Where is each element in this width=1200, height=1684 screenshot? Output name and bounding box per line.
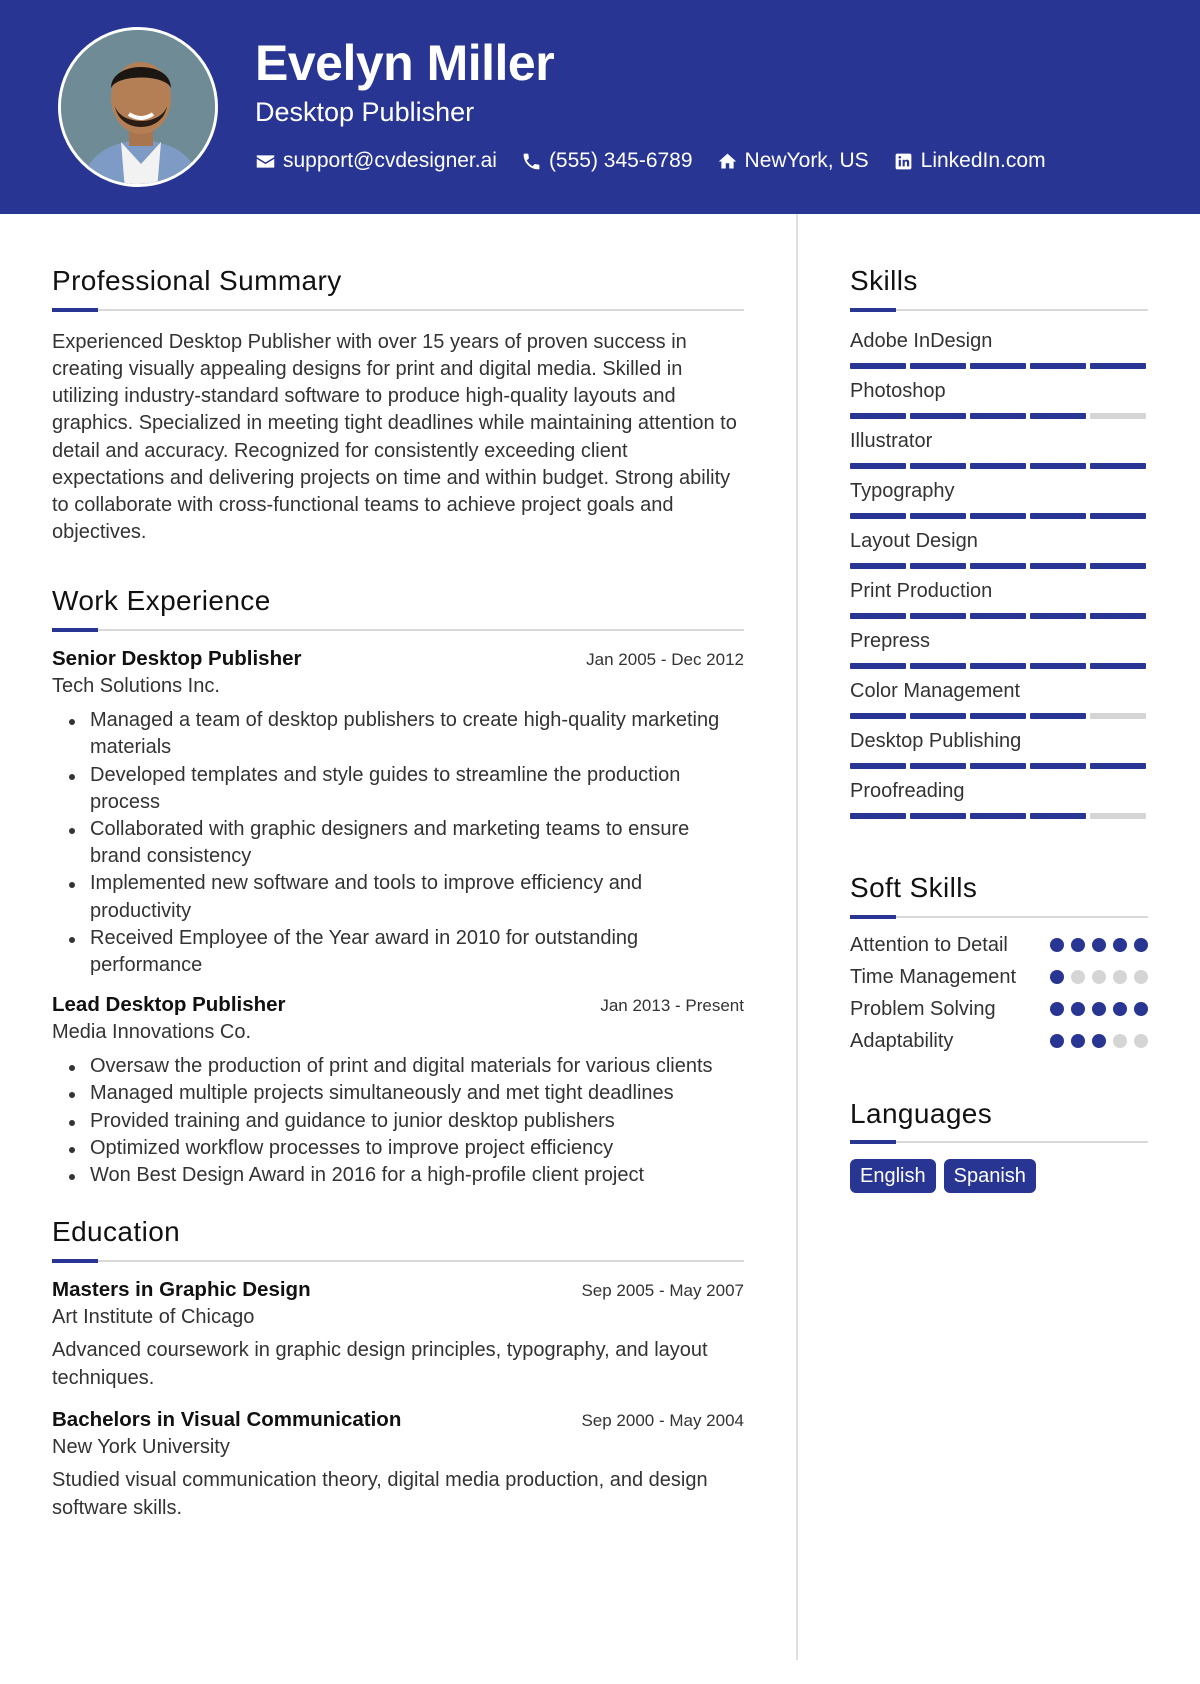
rating-dot — [1071, 1002, 1085, 1016]
job-entry — [52, 645, 744, 979]
skill-level-segment — [1030, 713, 1086, 719]
skill-level-segment — [850, 713, 906, 719]
soft-skill-name: Attention to Detail — [850, 933, 1008, 956]
skill-level-bars — [850, 713, 1148, 719]
bullet-item: Managed multiple projects simultaneously and met tight deadlines — [52, 1080, 744, 1107]
bullet-item: Optimized workflow processes to improve project efficiency — [52, 1135, 744, 1162]
skill-level-bars — [850, 663, 1148, 669]
skill-level-bars — [850, 463, 1148, 469]
skill-level-segment — [970, 813, 1026, 819]
bullet-item: Developed templates and style guides to streamline the production process — [52, 762, 744, 816]
skills-section — [850, 266, 1148, 827]
email-text: support@cvdesigner.ai — [283, 149, 497, 172]
section-heading: Soft Skills — [850, 871, 978, 903]
skill-level-segment — [970, 713, 1026, 719]
skill-item — [850, 677, 1148, 727]
soft-skill-rating — [1050, 1034, 1148, 1048]
skill-level-segment — [1090, 563, 1146, 569]
skill-level-segment — [910, 563, 966, 569]
skill-name: Proofreading — [850, 779, 965, 802]
main-column — [52, 266, 744, 1534]
skill-level-bars — [850, 363, 1148, 369]
skill-name: Illustrator — [850, 429, 933, 452]
section-heading: Skills — [850, 265, 918, 296]
rating-dot — [1071, 970, 1085, 984]
soft-skills-section — [850, 873, 1148, 1055]
profile-photo-icon — [61, 30, 218, 187]
skill-level-segment — [1030, 463, 1086, 469]
job-dates: Jan 2005 - Dec 2012 — [586, 650, 744, 670]
skill-item — [850, 477, 1148, 527]
bullet-item: Collaborated with graphic designers and marketing teams to ensure brand consistency — [52, 816, 744, 870]
skill-level-segment — [850, 563, 906, 569]
contact-phone[interactable] — [521, 146, 693, 176]
skill-level-segment — [910, 763, 966, 769]
avatar — [58, 27, 218, 187]
skill-name: Print Production — [850, 579, 993, 602]
skill-level-bars — [850, 413, 1148, 419]
skill-name: Typography — [850, 479, 955, 502]
skill-level-segment — [850, 363, 906, 369]
contact-list — [255, 146, 1046, 176]
rating-dot — [1071, 1034, 1085, 1048]
skill-level-segment — [970, 613, 1026, 619]
rating-dot — [1050, 1034, 1064, 1048]
skill-item — [850, 377, 1148, 427]
sidebar-column — [850, 266, 1148, 1193]
skill-level-segment — [850, 413, 906, 419]
section-heading: Languages — [850, 1097, 993, 1129]
skill-level-segment — [1090, 513, 1146, 519]
skill-level-segment — [1090, 663, 1146, 669]
education-dates: Sep 2000 - May 2004 — [581, 1411, 744, 1431]
phone-icon — [521, 151, 542, 172]
languages-section — [850, 1099, 1148, 1194]
rating-dot — [1113, 1034, 1127, 1048]
experience-section — [52, 586, 744, 1189]
skill-level-segment — [1030, 413, 1086, 419]
soft-skills-list — [850, 932, 1148, 1055]
contact-linkedin[interactable] — [893, 146, 1046, 176]
linkedin-icon — [893, 151, 914, 172]
skill-level-segment — [910, 513, 966, 519]
skill-level-segment — [970, 513, 1026, 519]
section-heading: Education — [52, 1216, 181, 1248]
skill-level-segment — [850, 763, 906, 769]
contact-location — [717, 146, 869, 176]
education-dates: Sep 2005 - May 2007 — [581, 1281, 744, 1301]
job-entry — [52, 991, 744, 1189]
skill-level-segment — [1090, 763, 1146, 769]
rating-dot — [1092, 1002, 1106, 1016]
soft-skill-rating — [1050, 970, 1148, 984]
rating-dot — [1092, 970, 1106, 984]
rating-dot — [1134, 1034, 1148, 1048]
skill-level-bars — [850, 613, 1148, 619]
section-heading: Professional Summary — [52, 265, 342, 296]
skill-item — [850, 427, 1148, 477]
degree-title: Bachelors in Visual Communication — [52, 1408, 402, 1432]
skill-level-segment — [1030, 563, 1086, 569]
job-dates: Jan 2013 - Present — [600, 996, 744, 1016]
skill-level-bars — [850, 563, 1148, 569]
rating-dot — [1050, 1002, 1064, 1016]
rating-dot — [1113, 970, 1127, 984]
skill-level-segment — [850, 663, 906, 669]
skill-level-segment — [910, 663, 966, 669]
soft-skill-item — [850, 996, 1148, 1023]
contact-email[interactable] — [255, 146, 497, 176]
rating-dot — [1134, 938, 1148, 952]
skill-item — [850, 577, 1148, 627]
skill-level-segment — [910, 713, 966, 719]
linkedin-text: LinkedIn.com — [920, 149, 1046, 172]
degree-title: Masters in Graphic Design — [52, 1278, 311, 1302]
candidate-title: Desktop Publisher — [255, 97, 475, 127]
skill-level-segment — [1090, 413, 1146, 419]
language-tag: English — [850, 1159, 936, 1193]
skill-level-bars — [850, 513, 1148, 519]
skill-item — [850, 627, 1148, 677]
job-company: Media Innovations Co. — [52, 1021, 252, 1044]
bullet-item: Oversaw the production of print and digital materials for various clients — [52, 1053, 744, 1080]
soft-skill-item — [850, 932, 1148, 959]
job-bullets — [52, 1053, 744, 1189]
skill-level-segment — [970, 663, 1026, 669]
bullet-item: Received Employee of the Year award in 2010 for outstanding performance — [52, 925, 744, 979]
rating-dot — [1113, 938, 1127, 952]
rating-dot — [1092, 1034, 1106, 1048]
location-text: NewYork, US — [744, 149, 869, 172]
skill-level-segment — [910, 413, 966, 419]
skill-level-segment — [850, 463, 906, 469]
skill-level-bars — [850, 813, 1148, 819]
languages-list — [850, 1159, 1148, 1193]
rating-dot — [1050, 938, 1064, 952]
section-heading: Work Experience — [52, 585, 271, 617]
skill-level-segment — [1030, 363, 1086, 369]
skill-level-segment — [970, 413, 1026, 419]
skill-name: Photoshop — [850, 379, 946, 402]
job-company: Tech Solutions Inc. — [52, 675, 220, 698]
soft-skill-item — [850, 1028, 1148, 1055]
soft-skill-rating — [1050, 938, 1148, 952]
school-name: Art Institute of Chicago — [52, 1306, 255, 1329]
skill-level-bars — [850, 763, 1148, 769]
skill-level-segment — [850, 513, 906, 519]
section-rule — [52, 1260, 744, 1262]
summary-text: Experienced Desktop Publisher with over 15 years of proven success in creating visually appealing designs for print and digital media. Skilled in utilizing industry-standard software to produce high-quality layouts and graphics. Specialized in meeting tight deadlines while maintaining attention to detail and accuracy. Recognized for consistently exceeding client expectations and delivering projects on time and within budget. Strong ability to collaborate with cross-functional teams to achieve project goals and objectives. — [52, 330, 737, 544]
skill-level-segment — [1030, 513, 1086, 519]
skill-name: Color Management — [850, 679, 1021, 702]
candidate-name: Evelyn Miller — [255, 35, 555, 91]
education-entry — [52, 1406, 744, 1522]
skill-name: Desktop Publishing — [850, 729, 1022, 752]
rating-dot — [1092, 938, 1106, 952]
bullet-item: Implemented new software and tools to improve efficiency and productivity — [52, 870, 744, 924]
education-description: Advanced coursework in graphic design principles, typography, and layout techniques. — [52, 1339, 708, 1390]
skill-level-segment — [910, 363, 966, 369]
soft-skill-name: Adaptability — [850, 1029, 954, 1052]
job-title: Senior Desktop Publisher — [52, 647, 302, 671]
skill-item — [850, 777, 1148, 827]
skill-level-segment — [970, 763, 1026, 769]
skill-level-segment — [1090, 713, 1146, 719]
skill-level-segment — [1030, 763, 1086, 769]
skill-name: Adobe InDesign — [850, 329, 993, 352]
soft-skill-name: Time Management — [850, 965, 1016, 988]
skill-level-segment — [910, 463, 966, 469]
skills-list — [850, 327, 1148, 827]
job-bullets — [52, 707, 744, 979]
skill-level-segment — [1090, 363, 1146, 369]
skill-level-segment — [970, 363, 1026, 369]
skill-level-segment — [1090, 613, 1146, 619]
bullet-item: Provided training and guidance to junior desktop publishers — [52, 1108, 744, 1135]
skill-level-segment — [1090, 813, 1146, 819]
skill-item — [850, 727, 1148, 777]
soft-skill-name: Problem Solving — [850, 997, 996, 1020]
skill-level-segment — [910, 813, 966, 819]
skill-level-segment — [970, 463, 1026, 469]
section-rule — [52, 309, 744, 311]
rating-dot — [1134, 1002, 1148, 1016]
resume-header — [0, 0, 1200, 214]
education-entry — [52, 1276, 744, 1392]
skill-level-segment — [910, 613, 966, 619]
skill-item — [850, 527, 1148, 577]
skill-level-segment — [1030, 663, 1086, 669]
rating-dot — [1071, 938, 1085, 952]
skill-level-segment — [1090, 463, 1146, 469]
school-name: New York University — [52, 1436, 230, 1459]
section-rule — [850, 916, 1148, 918]
envelope-icon — [255, 151, 276, 172]
education-section — [52, 1217, 744, 1522]
job-title: Lead Desktop Publisher — [52, 993, 286, 1017]
skill-level-segment — [850, 813, 906, 819]
skill-level-segment — [850, 613, 906, 619]
language-tag: Spanish — [944, 1159, 1036, 1193]
rating-dot — [1050, 970, 1064, 984]
bullet-item: Won Best Design Award in 2016 for a high-profile client project — [52, 1162, 744, 1189]
skill-name: Prepress — [850, 629, 931, 652]
bullet-item: Managed a team of desktop publishers to create high-quality marketing materials — [52, 707, 744, 761]
summary-section — [52, 266, 744, 546]
rating-dot — [1113, 1002, 1127, 1016]
rating-dot — [1134, 970, 1148, 984]
column-divider — [796, 214, 798, 1660]
section-rule — [850, 309, 1148, 311]
skill-level-segment — [1030, 613, 1086, 619]
skill-level-segment — [970, 563, 1026, 569]
phone-text: (555) 345-6789 — [548, 149, 693, 172]
section-rule — [52, 629, 744, 631]
section-rule — [850, 1141, 1148, 1143]
skill-name: Layout Design — [850, 529, 978, 552]
skill-item — [850, 327, 1148, 377]
home-icon — [717, 151, 738, 172]
skill-level-segment — [1030, 813, 1086, 819]
soft-skill-item — [850, 964, 1148, 991]
education-description: Studied visual communication theory, digital media production, and design software skills. — [52, 1469, 708, 1520]
soft-skill-rating — [1050, 1002, 1148, 1016]
